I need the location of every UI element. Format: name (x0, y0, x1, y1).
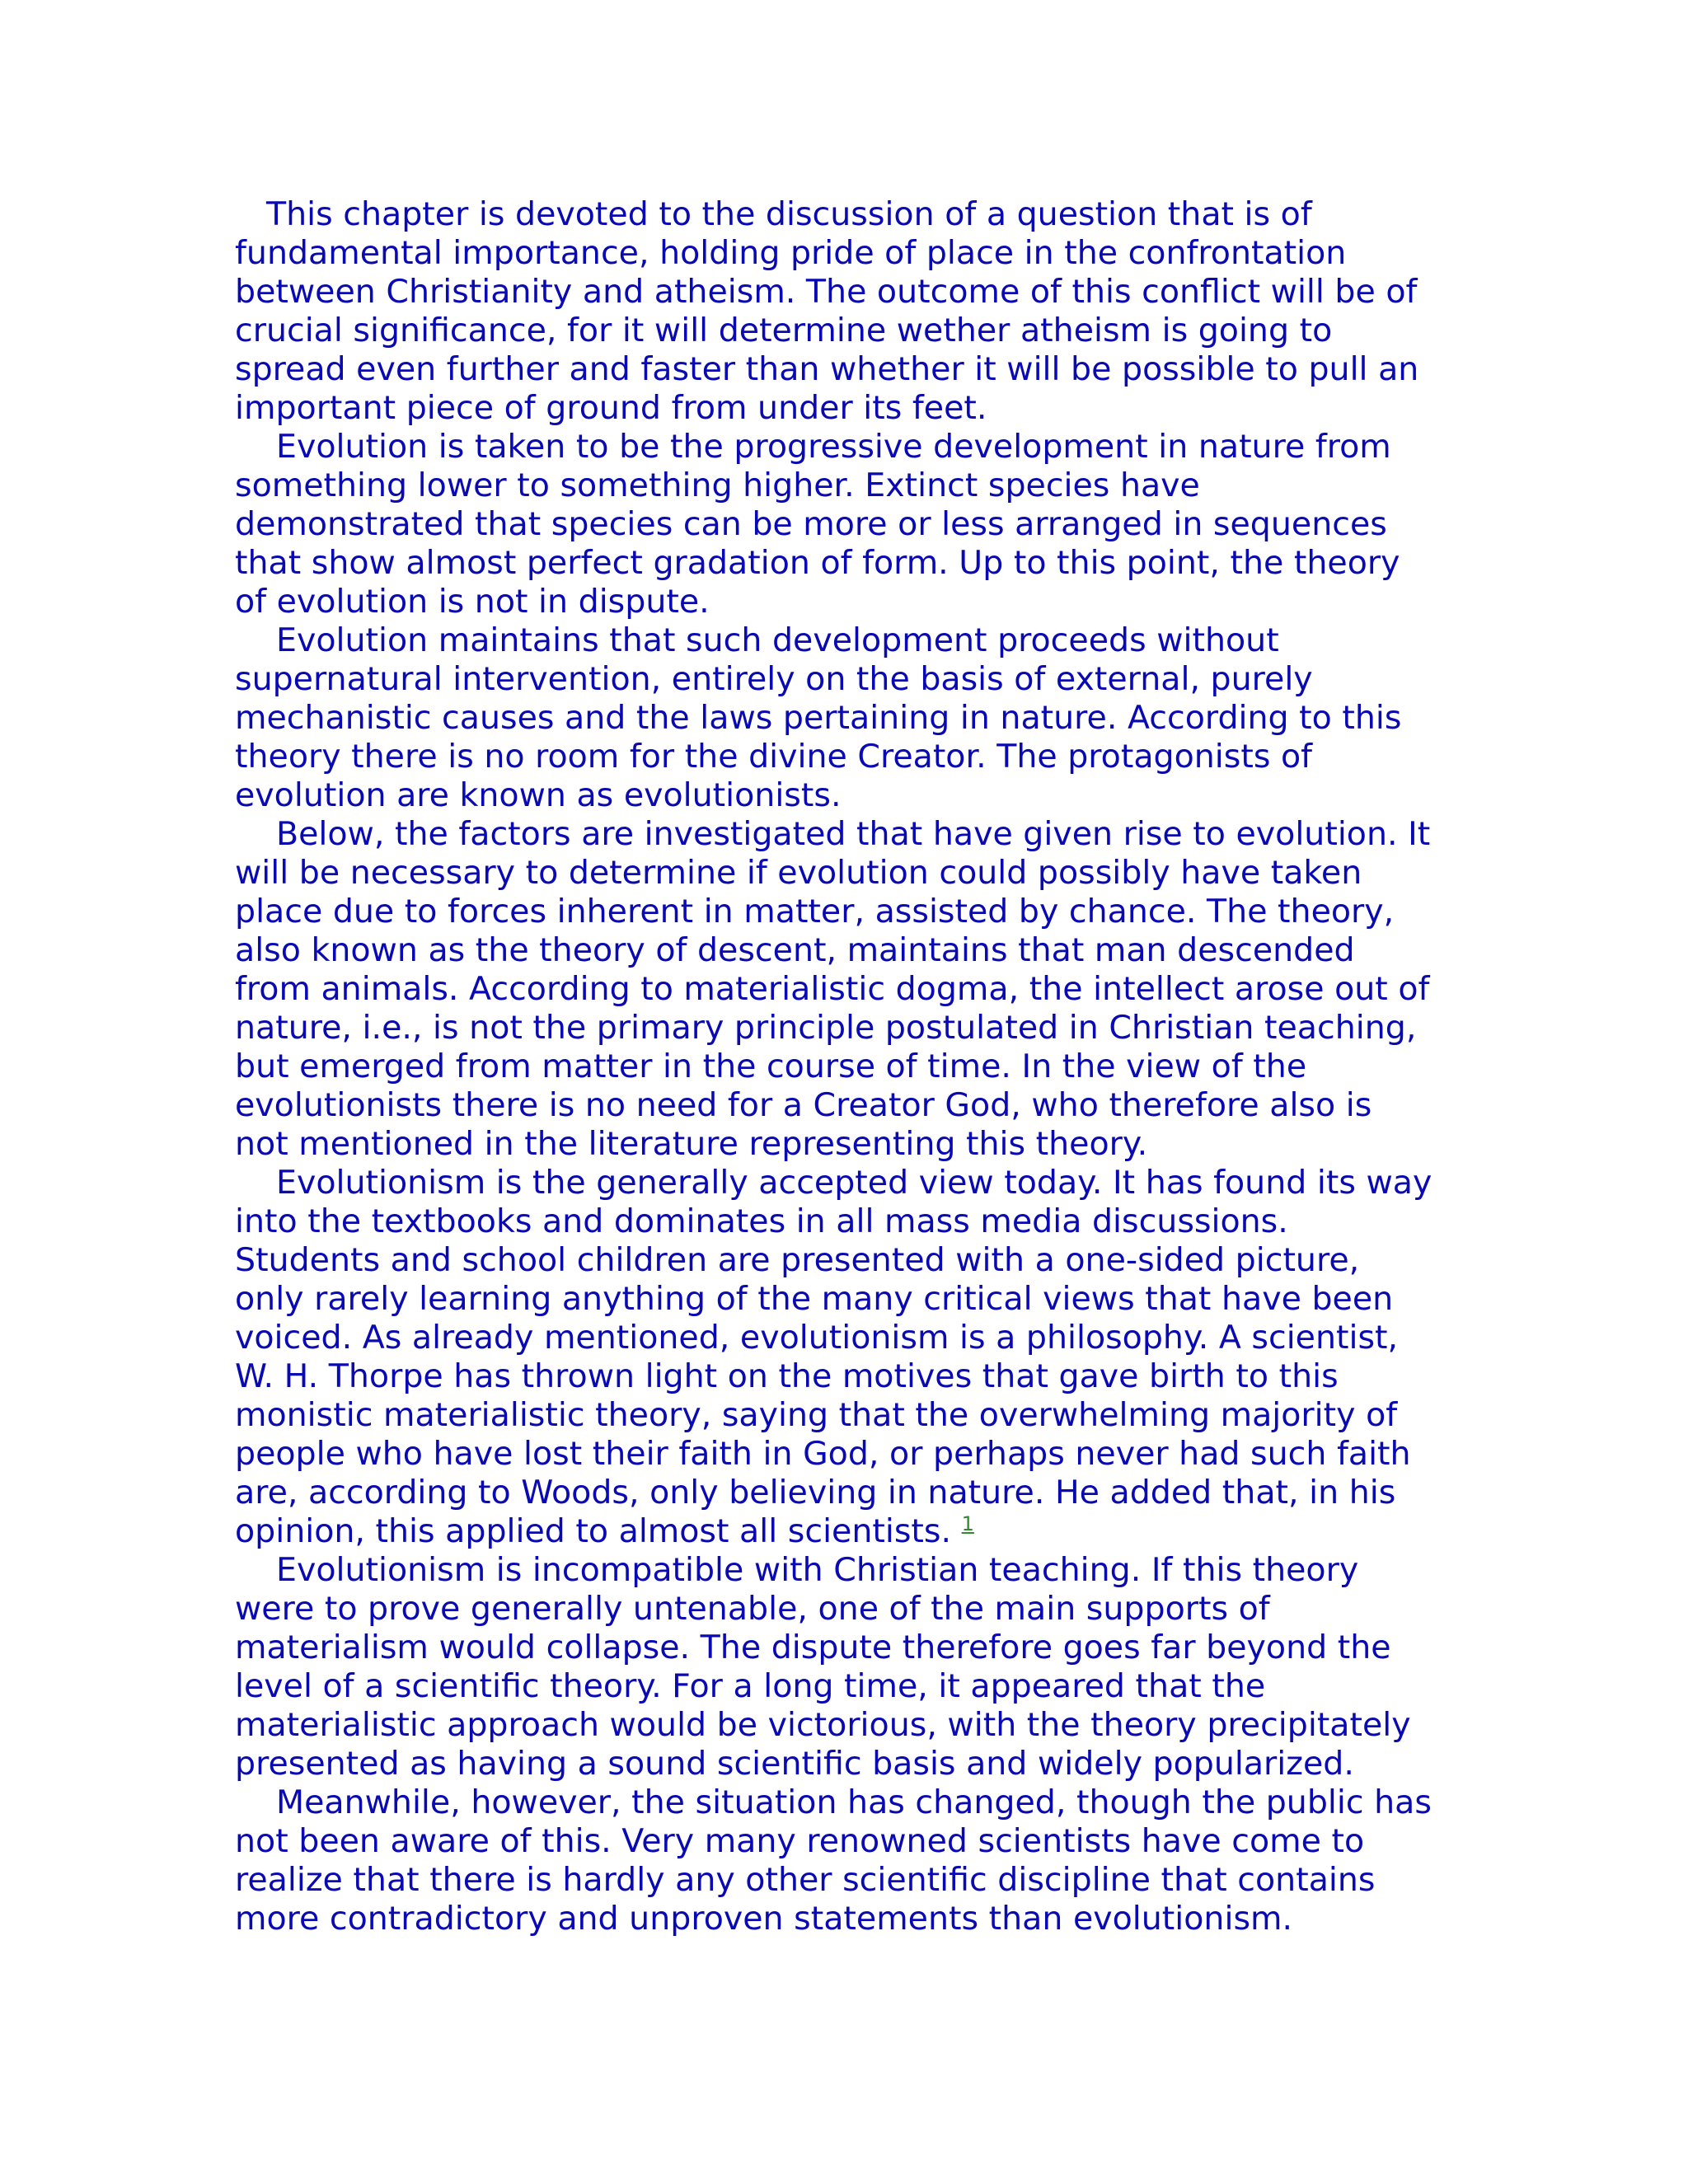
paragraph-5 (235, 1164, 1471, 1551)
paragraph-6: Evolutionism is incompatible with Christian teaching. If this theory were to prove generally untenable, one of the main supports of materialism would collapse. The dispute therefore goes far beyond the level of a scientific theory. For a long time, it appeared that the materialistic approach would be victorious, with the theory precipitately presented as having a sound scientific basis and widely popularized. (235, 1551, 1411, 1783)
paragraph-1: This chapter is devoted to the discussion of a question that is of fundamental importance, holding pride of place in the confrontation between Christianity and atheism. The outcome of this conflict will be of crucial significance, for it will determine wether atheism is going to spread even further and faster than whether it will be possible to pull an important piece of ground from under its feet. (235, 195, 1419, 427)
paragraph-5-text: Evolutionism is the generally accepted view today. It has found its way into the textbooks and dominates in all mass media discussions. Students and school children are presented with a one-sided picture, only rarely learning anything of the many critical views that have been voiced. As already mentioned, evolutionism is a philosophy. A scientist, W. H. Thorpe has thrown light on the motives that gave birth to this monistic materialistic theory, saying that the overwhelming majority of people who have lost their faith in God, or perhaps never had such faith are, according to Woods, only believing in nature. He added that, in his opinion, this applied to almost all scientists. (235, 1164, 1432, 1550)
paragraph-7: Meanwhile, however, the situation has changed, though the public has not been aware of this. Very many renowned scientists have come to realize that there is hardly any other scientific discipline that contains more contradictory and unproven statements than evolutionism. (235, 1783, 1432, 1938)
paragraph-2: Evolution is taken to be the progressive development in nature from something lower to something higher. Extinct species have demonstrated that species can be more or less arranged in sequences that show almost perfect gradation of form. Up to this point, the theory of evolution is not in dispute. (235, 428, 1400, 621)
paragraph-4: Below, the factors are investigated that have given rise to evolution. It will be necessary to determine if evolution could possibly have taken place due to forces inherent in matter, assisted by chance. The theory, also known as the theory of descent, maintains that man descended from animals. According to materialistic dogma, the intellect arose out of nature, i.e., is not the primary principle postulated in Christian teaching, but emerged from matter in the course of time. In the view of the evolutionists there is no need for a Creator God, who therefore also is not mentioned in the literature representing this theory. (235, 815, 1431, 1163)
footnote-link[interactable]: 1 (961, 1511, 974, 1535)
paragraph-3: Evolution maintains that such development proceeds without supernatural intervention, entirely on the basis of external, purely mechanistic causes and the laws pertaining in nature. According to this theory there is no room for the divine Creator. The protagonists of evolution are known as evolutionists. (235, 621, 1402, 814)
document-body (235, 195, 1471, 1938)
